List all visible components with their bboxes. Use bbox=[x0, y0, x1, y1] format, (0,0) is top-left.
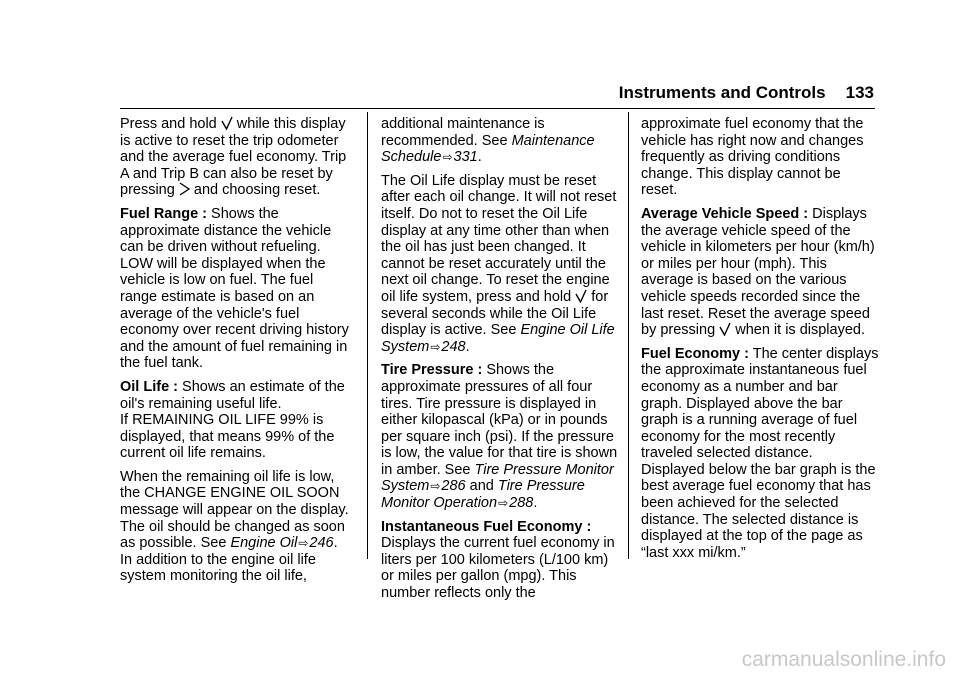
header-rule bbox=[120, 108, 875, 109]
paragraph-fuel-economy: Fuel Economy : The center displays the approximate instantaneous fuel economy as a number and bar graph. Displayed above the bar graph is a running average of fuel economy for the most recently traveled selected distance. Displayed below the bar graph is the best average fuel economy that has been achieved for the selected distance. The selected distance is displayed at the top of the page as “last xxx mi/km.” bbox=[641, 345, 879, 561]
page-ref-arrow-icon: ⇨ bbox=[430, 479, 441, 494]
checkmark-icon bbox=[221, 116, 233, 130]
paragraph-oil-low: When the remaining oil life is low, the CHANGE ENGINE OIL SOON message will appear on the display. The oil should be changed as soon as possible. See Engine Oil⇨246. In addition to the engine oil life system monitoring the oil life, bbox=[120, 468, 349, 585]
paragraph-average-speed: Average Vehicle Speed : Displays the average vehicle speed of the vehicle in kilometers per hour (km/h) or miles per hour (mph). This average is based on the various vehicle speeds recorded since the last reset. Reset the average speed by pressing when it is displayed. bbox=[641, 205, 875, 339]
column-2 bbox=[381, 116, 619, 609]
paragraph-tire-pressure: Tire Pressure : Shows the approximate pressures of all four tires. Tire pressure is displayed in either kilopascal (kPa) or in pounds per square inch (psi). If the pressure is low, the value for that tire is shown in amber. See Tire Pressure Monitor System⇨286 and Tire Pressure Monitor Operation⇨288. bbox=[381, 362, 618, 512]
page-ref-arrow-icon: ⇨ bbox=[298, 536, 309, 551]
term-fuel-economy: Fuel Economy : bbox=[641, 345, 749, 362]
term-oil-life: Oil Life : bbox=[120, 378, 178, 395]
term-average-speed: Average Vehicle Speed : bbox=[641, 205, 809, 222]
xref-page[interactable]: 286 bbox=[441, 478, 466, 495]
page-ref-arrow-icon: ⇨ bbox=[498, 496, 509, 511]
watermark: carmanualsonline.info bbox=[741, 648, 946, 671]
paragraph-reset-trip: Press and hold while this display is active to reset the trip odometer and the average fuel economy. Trip A and Trip B can also be reset by pressing and choosing reset. bbox=[120, 116, 347, 199]
page-header bbox=[619, 83, 874, 103]
xref-page[interactable]: 248 bbox=[441, 338, 466, 355]
paragraph-fuel-economy-cont: approximate fuel economy that the vehicle has right now and changes frequently as driving conditions change. This display cannot be reset. bbox=[641, 116, 864, 199]
column-divider bbox=[628, 112, 629, 559]
term-tire-pressure: Tire Pressure : bbox=[381, 362, 483, 379]
xref-page[interactable]: 331 bbox=[453, 149, 478, 166]
header-title: Instruments and Controls bbox=[618, 83, 826, 102]
xref-tire-pressure-monitor-system[interactable]: Tire Pressure Monitor System bbox=[381, 461, 614, 495]
xref-engine-oil[interactable]: Engine Oil bbox=[230, 535, 298, 552]
term-fuel-range: Fuel Range : bbox=[120, 205, 208, 222]
paragraph-oil-life: Oil Life : Shows an estimate of the oil's remaining useful life. If REMAINING OIL LIFE 99% is displayed, that means 99% of the current oil life remains. bbox=[120, 378, 345, 462]
column-divider bbox=[367, 112, 368, 559]
paragraph-oil-reset: The Oil Life display must be reset after each oil change. It will not reset itself. Do not to reset the Oil Life display at any time other than when the oil has just been changed. It cannot be reset accurately until the next oil change. To reset the engine oil life system, press and hold for several seconds while the Oil Life display is active. See Engine Oil Life System⇨248. bbox=[381, 172, 617, 355]
column-1 bbox=[120, 116, 352, 592]
page-ref-arrow-icon: ⇨ bbox=[442, 150, 453, 165]
paragraph-instant-fuel-economy: Instantaneous Fuel Economy : Displays the current fuel economy in liters per 100 kilometers (L/100 km) or miles per gallon (mpg). This number reflects only the bbox=[381, 518, 615, 602]
page-number: 133 bbox=[845, 83, 874, 102]
xref-maintenance-schedule[interactable]: Maintenance Schedule bbox=[381, 132, 595, 166]
xref-page[interactable]: 246 bbox=[309, 535, 334, 552]
xref-page[interactable]: 288 bbox=[509, 495, 534, 512]
triangle-right-icon bbox=[179, 182, 190, 196]
xref-tire-pressure-monitor-operation[interactable]: Tire Pressure Monitor Operation bbox=[381, 478, 585, 512]
page-ref-arrow-icon: ⇨ bbox=[430, 339, 441, 354]
checkmark-icon bbox=[719, 322, 731, 336]
column-3 bbox=[641, 116, 879, 568]
xref-engine-oil-life-system[interactable]: Engine Oil Life System bbox=[381, 322, 615, 355]
paragraph-maintenance: additional maintenance is recommended. See Maintenance Schedule⇨331. bbox=[381, 116, 595, 166]
paragraph-fuel-range: Fuel Range : Shows the approximate distance the vehicle can be driven without refueling. LOW will be displayed when the vehicle is low on fuel. The fuel range estimate is based on an average of the vehicle's fuel economy over recent driving history and the amount of fuel remaining in the fuel tank. bbox=[120, 205, 349, 372]
checkmark-icon bbox=[575, 289, 587, 303]
term-instant-fuel-economy: Instantaneous Fuel Economy : bbox=[381, 518, 592, 535]
